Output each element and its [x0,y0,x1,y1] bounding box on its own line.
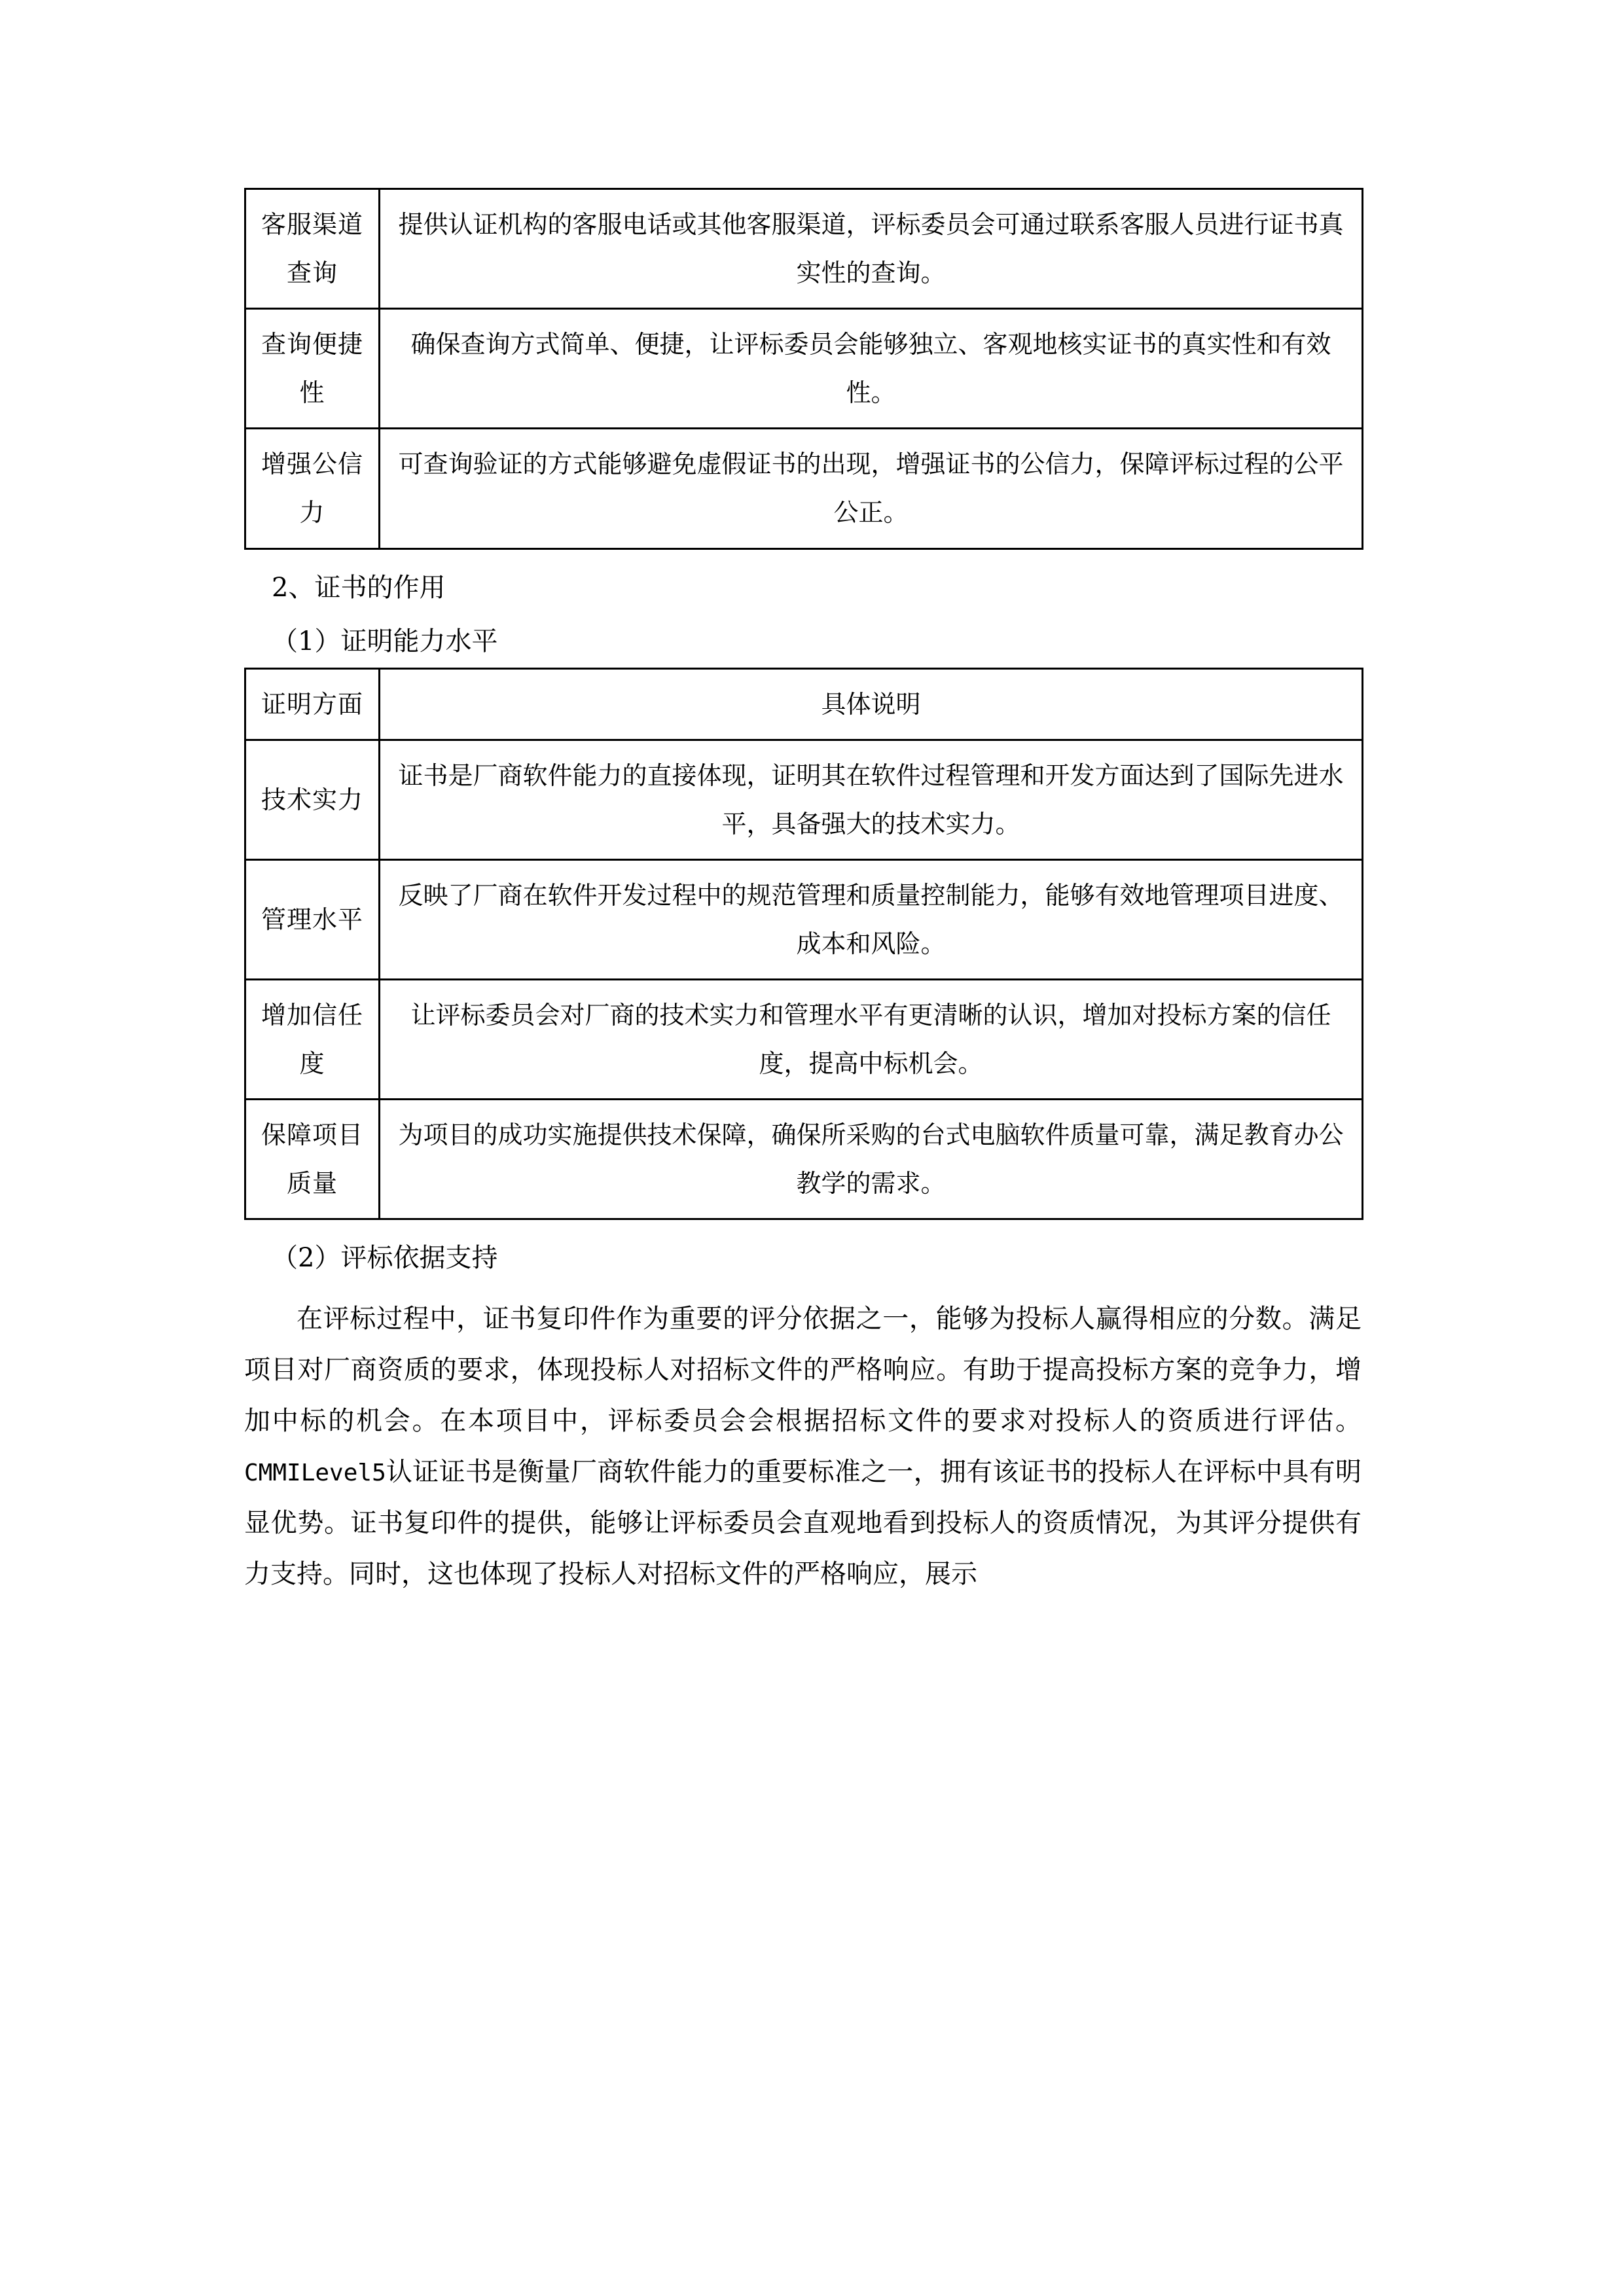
table-row [245,859,1363,979]
row-label: 管理水平 [245,859,380,979]
certificate-verification-table [244,188,1363,550]
row-description: 让评标委员会对厂商的技术实力和管理水平有更清晰的认识，增加对投标方案的信任度，提高中标机会。 [380,980,1363,1100]
row-description: 确保查询方式简单、便捷，让评标委员会能够独立、客观地核实证书的真实性和有效性。 [380,309,1363,429]
row-description: 可查询验证的方式能够避免虚假证书的出现，增强证书的公信力，保障评标过程的公平公正。 [380,429,1363,548]
row-description: 证书是厂商软件能力的直接体现，证明其在软件过程管理和开发方面达到了国际先进水平，具备强大的技术实力。 [380,740,1363,859]
row-label: 技术实力 [245,740,380,859]
column-header-description: 具体说明 [380,668,1363,740]
table-row [245,1100,1363,1219]
column-header-aspect: 证明方面 [245,668,380,740]
subsection-heading-2: （2）评标依据支持 [272,1243,498,1274]
row-description: 反映了厂商在软件开发过程中的规范管理和质量控制能力，能够有效地管理项目进度、成本和风险。 [380,859,1363,979]
section-heading-2: 2、证书的作用 [272,572,446,603]
subsection-heading-1: （1）证明能力水平 [272,626,498,656]
table-row [245,980,1363,1100]
capability-proof-table [244,668,1363,1221]
row-label: 保障项目质量 [245,1100,380,1219]
table-row [245,740,1363,859]
row-description: 提供认证机构的客服电话或其他客服渠道，评标委员会可通过联系客服人员进行证书真实性的查询。 [380,189,1363,309]
table-row [245,309,1363,429]
paragraph-part-1: 在评标过程中，证书复印件作为重要的评分依据之一，能够为投标人赢得相应的分数。满足项目对厂商资质的要求，体现投标人对招标文件的严格响应。有助于提高投标方案的竞争力，增加中标的机会。在本项目中，评标委员会会根据招标文件的要求对投标人的资质进行评估。 [244,1304,1362,1437]
table-row [245,189,1363,309]
row-label: 增强公信力 [245,429,380,548]
page-content [244,188,1362,1600]
table-header-row [245,668,1363,740]
row-label: 客服渠道查询 [245,189,380,309]
paragraph-part-2: 认证证书是衡量厂商软件能力的重要标准之一，拥有该证书的投标人在评标中具有明显优势。证书复印件的提供，能够让评标委员会直观地看到投标人的资质情况，为其评分提供有力支持。同时，这也体现了投标人对招标文件的严格响应，展示 [244,1457,1362,1590]
row-description: 为项目的成功实施提供技术保障，确保所采购的台式电脑软件质量可靠，满足教育办公教学的需求。 [380,1100,1363,1219]
table-row [245,429,1363,548]
row-label: 查询便捷性 [245,309,380,429]
row-label: 增加信任度 [245,980,380,1100]
body-paragraph [244,1293,1362,1600]
cmmi-level-term: CMMILevel5 [244,1460,386,1487]
